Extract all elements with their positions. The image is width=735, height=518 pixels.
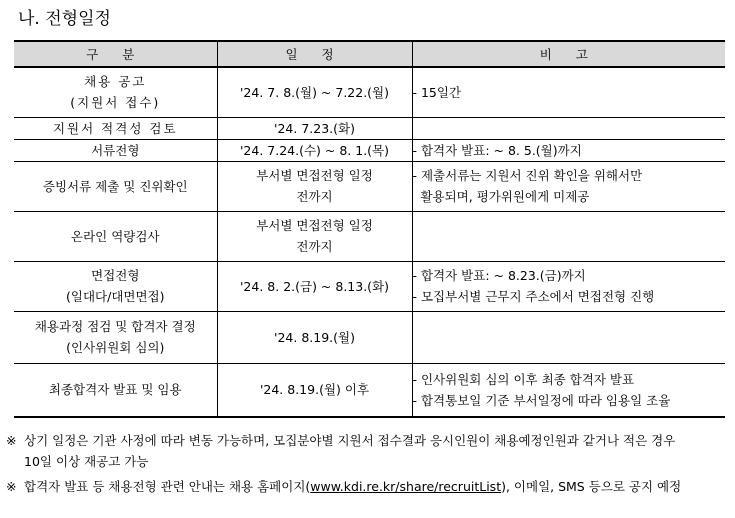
table-row	[14, 261, 725, 311]
row-note	[412, 139, 725, 161]
cell-line: 채용과정 점검 및 합격자 결정	[34, 319, 196, 334]
row-note	[412, 261, 725, 311]
header-category: 구 분	[14, 41, 217, 67]
cell-line: '24. 7.24.(수) ~ 8. 1.(목)	[240, 142, 389, 158]
cell-line: 온라인 역량검사	[71, 228, 160, 244]
row-date	[217, 261, 412, 311]
footnote-text: 상기 일정은 기관 사정에 따라 변동 가능하며, 모집분야별 지원서 접수결과 응시인원이 채용예정인원과 같거나 적은 경우	[24, 433, 676, 448]
row-category	[14, 67, 217, 117]
cell-line: 지원서 적격성 검토	[52, 120, 178, 136]
table-row	[14, 211, 725, 261]
reference-mark: ※	[6, 479, 17, 494]
row-date	[217, 161, 412, 211]
section-title: 나. 전형일정	[18, 9, 111, 29]
cell-line: (지원서 접수)	[70, 95, 161, 111]
footnote-1	[6, 430, 675, 472]
recruit-homepage-link[interactable]: www.kdi.re.kr/share/recruitList	[310, 479, 502, 494]
table-row	[14, 139, 725, 161]
cell-line: - 제출서류는 지원서 진위 확인을 위해서만	[412, 168, 643, 183]
row-category	[14, 117, 217, 139]
cell-line: - 합격통보일 기준 부서일정에 따라 임용일 조율	[412, 392, 671, 408]
table-row	[14, 311, 725, 363]
cell-line: '24. 7. 8.(월) ~ 7.22.(월)	[240, 84, 389, 100]
schedule-table	[14, 40, 725, 418]
header-schedule: 일 정	[217, 41, 412, 67]
cell-line: '24. 8.19.(월) 이후	[259, 382, 370, 398]
row-date	[217, 139, 412, 161]
row-note	[412, 211, 725, 261]
cell-line: 면접전형	[91, 268, 140, 283]
row-date	[217, 311, 412, 363]
cell-line: - 모집부서별 근무지 주소에서 면접전형 진행	[412, 289, 655, 304]
cell-line: (일대다/대면면접)	[66, 289, 165, 304]
cell-line: - 합격자 발표: ~ 8.23.(금)까지	[412, 268, 586, 283]
reference-mark: ※	[6, 433, 17, 448]
footnote-2	[6, 476, 681, 497]
row-category	[14, 139, 217, 161]
row-date	[217, 67, 412, 117]
table-row	[14, 161, 725, 211]
cell-line: 채용 공고	[84, 74, 147, 90]
table-header-row	[14, 41, 725, 67]
cell-line: '24. 8.19.(월)	[274, 329, 355, 345]
row-date	[217, 211, 412, 261]
row-date	[217, 363, 412, 417]
row-category	[14, 261, 217, 311]
cell-line: 부서별 면접전형 일정	[256, 218, 373, 233]
cell-line: - 인사위원회 심의 이후 최종 합격자 발표	[412, 371, 635, 387]
row-note	[412, 311, 725, 363]
row-category	[14, 363, 217, 417]
row-date	[217, 117, 412, 139]
footnote-text: 10일 이상 재공고 가능	[24, 454, 149, 469]
row-note	[412, 363, 725, 417]
cell-line: 증빙서류 제출 및 진위확인	[42, 178, 188, 194]
cell-line: 최종합격자 발표 및 임용	[48, 382, 182, 398]
cell-line: 전까지	[296, 239, 333, 254]
row-category	[14, 211, 217, 261]
footnote-text: 합격자 발표 등 채용전형 관련 안내는 채용 홈페이지(	[24, 479, 311, 494]
footnote-text: ), 이메일, SMS 등으로 공지 예정	[501, 479, 682, 494]
cell-line: 부서별 면접전형 일정	[256, 168, 373, 183]
table-row	[14, 117, 725, 139]
header-remarks: 비 고	[412, 41, 725, 67]
row-note	[412, 117, 725, 139]
row-note	[412, 67, 725, 117]
cell-line: '24. 8. 2.(금) ~ 8.13.(화)	[240, 278, 389, 294]
table-row	[14, 67, 725, 117]
cell-line: 서류전형	[91, 142, 140, 158]
row-note	[412, 161, 725, 211]
table-row	[14, 363, 725, 417]
row-category	[14, 161, 217, 211]
cell-line: 전까지	[296, 189, 333, 204]
cell-line: - 15일간	[412, 84, 462, 100]
cell-line: 활용되며, 평가위원에게 미제공	[412, 189, 590, 204]
cell-line: '24. 7.23.(화)	[274, 120, 355, 136]
cell-line: (인사위원회 심의)	[66, 340, 165, 355]
row-category	[14, 311, 217, 363]
cell-line: - 합격자 발표: ~ 8. 5.(월)까지	[412, 142, 582, 158]
